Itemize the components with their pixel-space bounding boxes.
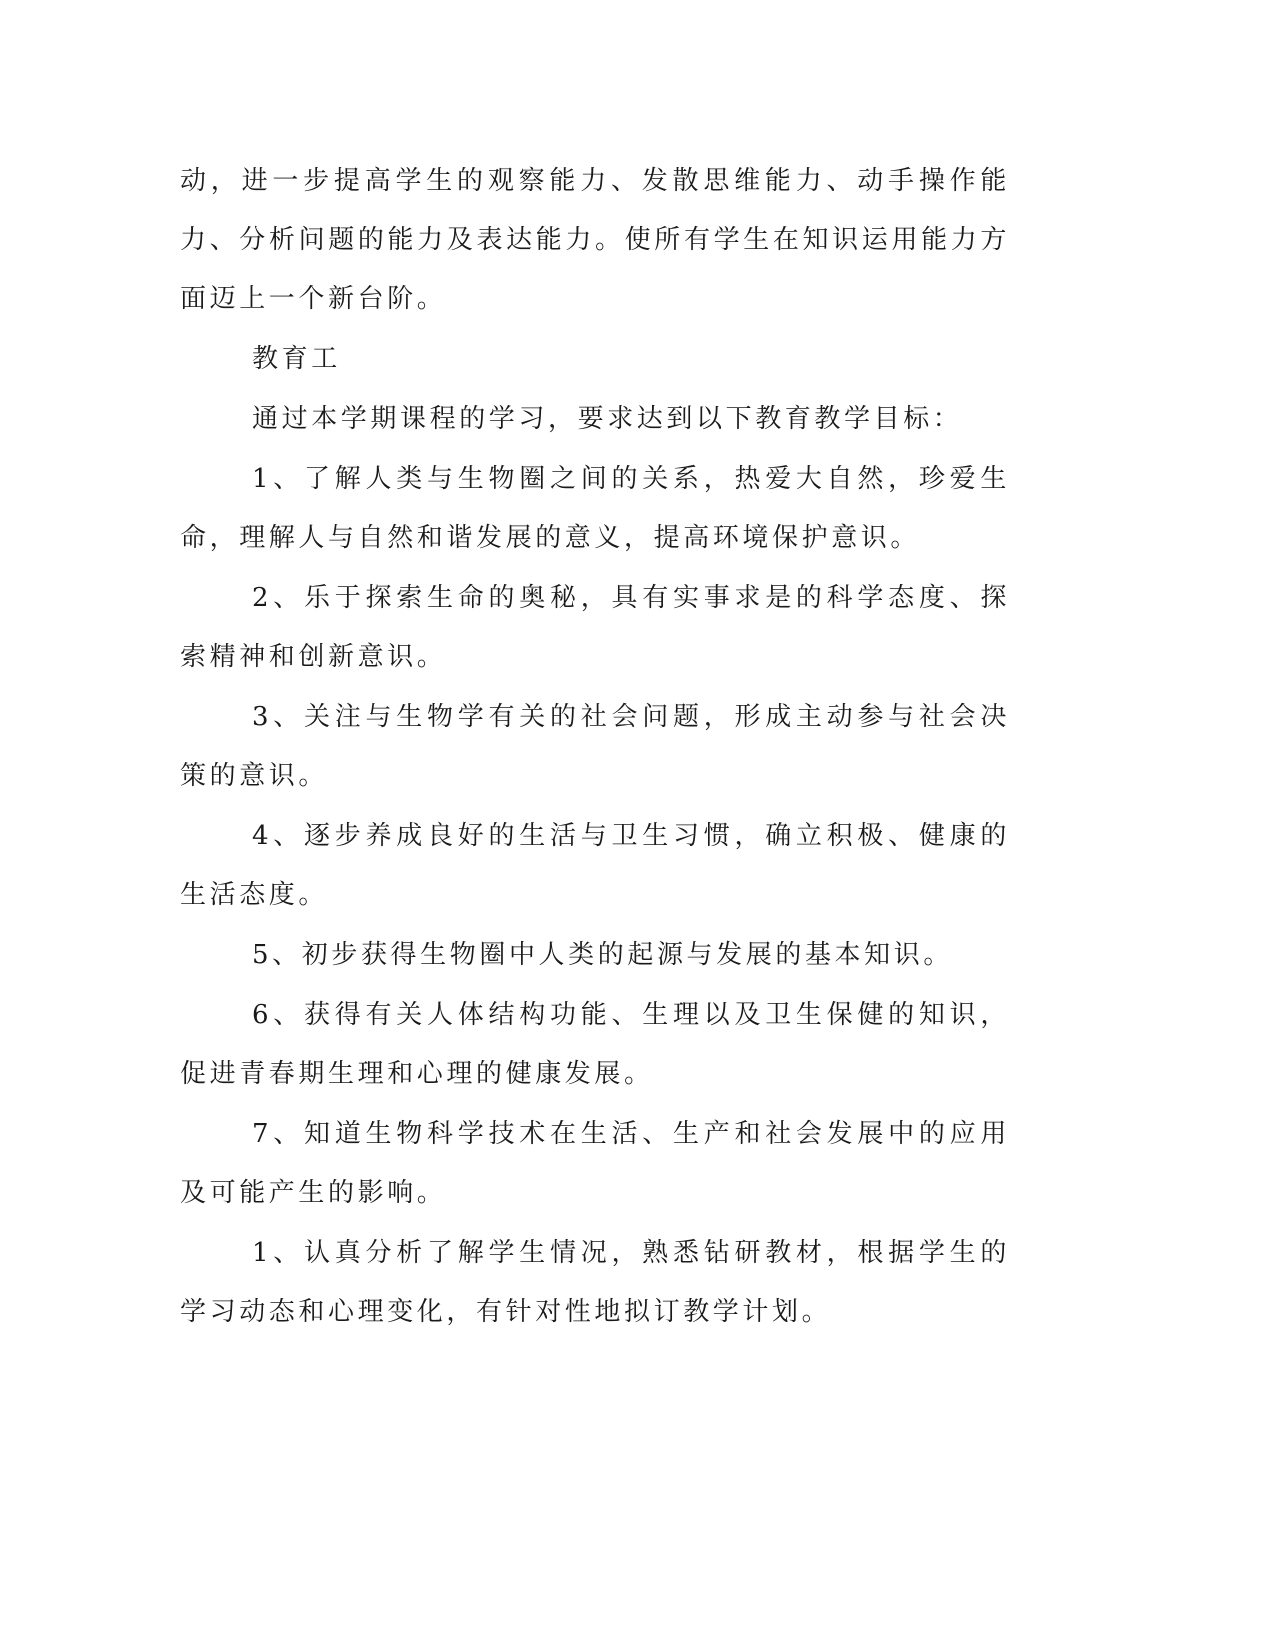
goal-item-4: 4、逐步养成良好的生活与卫生习惯，确立积极、健康的生活态度。	[180, 821, 1010, 910]
paragraph-continuation: 动，进一步提高学生的观察能力、发散思维能力、动手操作能力、分析问题的能力及表达能力。使所有学生在知识运用能力方面迈上一个新台阶。	[180, 166, 1010, 314]
paragraph-heading: 教育工	[252, 344, 341, 374]
document-page	[180, 152, 1010, 1343]
goal-item-5: 5、初步获得生物圈中人类的起源与发展的基本知识。	[252, 940, 953, 970]
paragraph-intro: 通过本学期课程的学习，要求达到以下教育教学目标：	[252, 404, 963, 434]
measure-item-1: 1、认真分析了解学生情况，熟悉钻研教材，根据学生的学习动态和心理变化，有针对性地拟订教学计划。	[180, 1238, 1010, 1327]
goal-item-7: 7、知道生物科学技术在生活、生产和社会发展中的应用及可能产生的影响。	[180, 1119, 1010, 1208]
goal-item-6: 6、获得有关人体结构功能、生理以及卫生保健的知识，促进青春期生理和心理的健康发展。	[180, 1000, 1010, 1089]
goal-item-2: 2、乐于探索生命的奥秘，具有实事求是的科学态度、探索精神和创新意识。	[180, 583, 1010, 672]
goal-item-3: 3、关注与生物学有关的社会问题，形成主动参与社会决策的意识。	[180, 702, 1010, 791]
goal-item-1: 1、了解人类与生物圈之间的关系，热爱大自然，珍爱生命，理解人与自然和谐发展的意义，提高环境保护意识。	[180, 464, 1010, 553]
